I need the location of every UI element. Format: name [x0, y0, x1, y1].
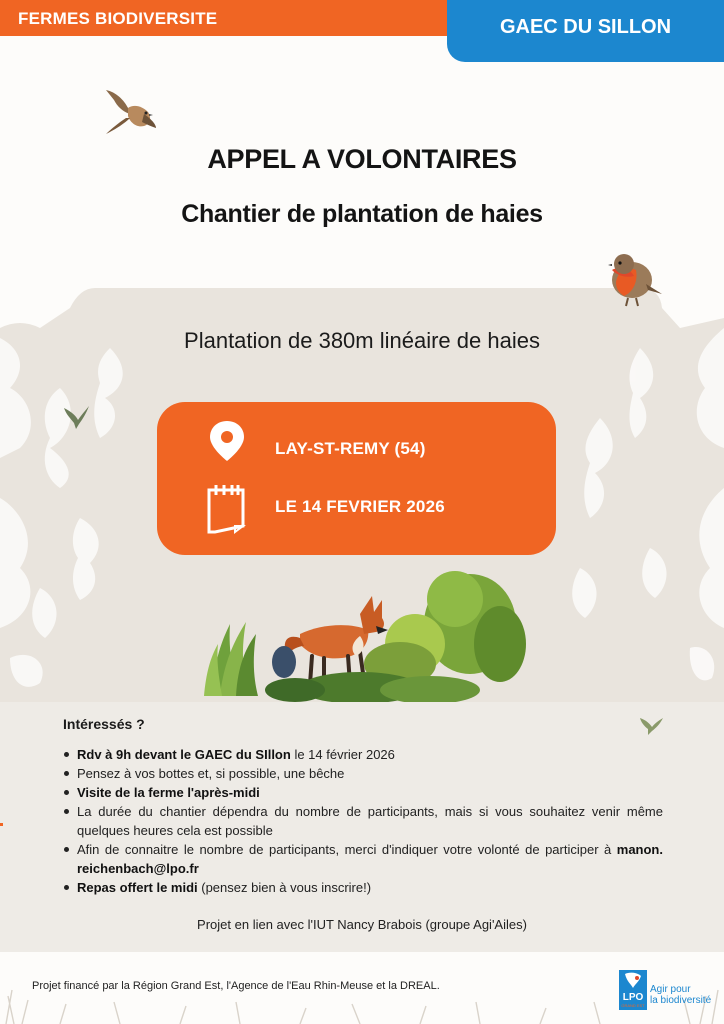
swallow-right-illustration	[638, 712, 664, 736]
list-item: Pensez à vos bottes et, si possible, une bêche	[63, 764, 663, 783]
swallow-left-illustration	[62, 404, 90, 430]
page-title: APPEL A VOLONTAIRES	[207, 144, 517, 174]
contact-email-link[interactable]: manon. reichenbach@lpo.fr	[77, 842, 663, 876]
lpo-logo-subtext: GRAND EST	[621, 1003, 645, 1008]
lpo-logo-text: LPO	[622, 992, 644, 1003]
list-item: Afin de connaitre le nombre de participants, merci d'indiquer votre volonté de participer à manon. reichenbach@lpo.fr	[63, 840, 663, 878]
event-card	[157, 402, 556, 555]
list-item: Repas offert le midi (pensez bien à vous inscrire!)	[63, 878, 663, 897]
info-list	[63, 745, 663, 897]
lpo-logo	[619, 970, 647, 1010]
header-tab-gaec: GAEC DU SILLON	[447, 0, 724, 62]
robin-illustration	[604, 248, 666, 310]
event-location: LAY-ST-REMY (54)	[275, 439, 426, 458]
sparrow-illustration	[102, 84, 158, 138]
event-date: LE 14 FEVRIER 2026	[275, 497, 445, 516]
header-tab-fermes: FERMES BIODIVERSITE	[0, 0, 447, 36]
funding-note: Projet financé par la Région Grand Est, l'Agence de l'Eau Rhin-Meuse et la DREAL.	[32, 980, 440, 992]
list-item: Rdv à 9h devant le GAEC du SIllon le 14 février 2026	[63, 745, 663, 764]
map-pin-icon	[207, 420, 247, 462]
margin-mark	[0, 823, 3, 826]
page-subtitle: Chantier de plantation de haies	[181, 200, 543, 228]
project-note: Projet en lien avec l'IUT Nancy Brabois (groupe Agi'Ailes)	[197, 917, 527, 932]
fox-hedge-illustration	[200, 564, 530, 706]
lpo-tagline: Agir pour la biodiversité	[650, 984, 712, 1006]
lead-text: Plantation de 380m linéaire de haies	[184, 328, 540, 353]
list-item: La durée du chantier dépendra du nombre de participants, mais si vous souhaitez venir même quelques heures cela est possible	[63, 802, 663, 840]
info-heading: Intéressés ?	[63, 716, 145, 732]
calendar-icon	[205, 482, 249, 534]
list-item: Visite de la ferme l'après-midi	[63, 783, 663, 802]
